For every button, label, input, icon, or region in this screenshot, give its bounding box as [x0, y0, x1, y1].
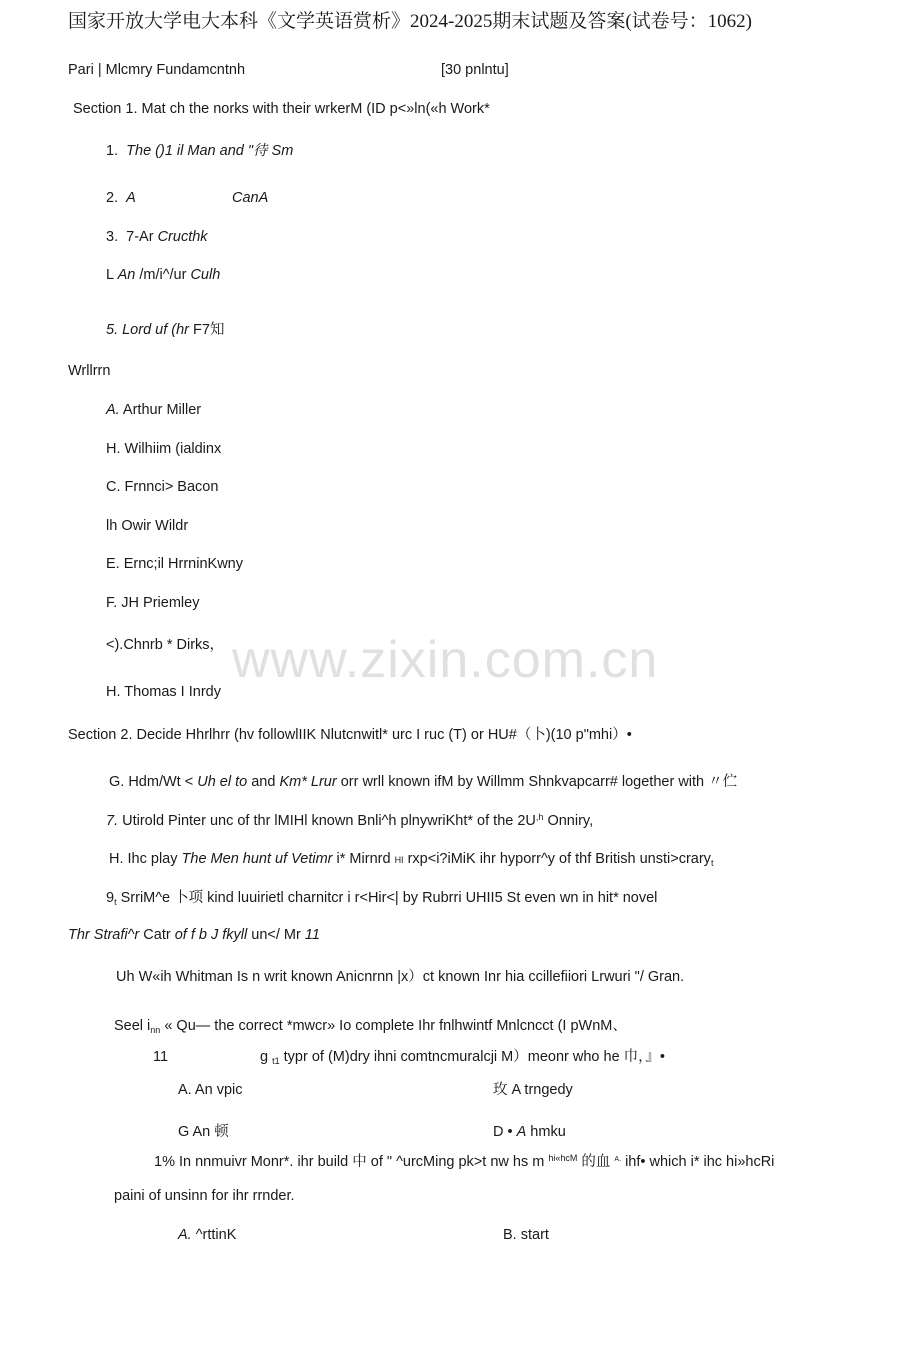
- work-item-1: 1. The ()1 il Man and "待 Sm: [106, 143, 294, 159]
- q11-option-a: A. An vpic: [178, 1082, 243, 1098]
- section1-heading: Section 1. Mat ch the norks with their wrkerM (ID p<»ln(«h Work*: [73, 101, 490, 117]
- question-12-text: 1% In nnmuivr Monr*. ihr build 中 of " ^urcMing pk>t nw hs m $^{hi«hcM}$ 的血 $^{A.}$ ihf• which i* ihc hi»hcRi: [154, 1153, 775, 1170]
- writer-option-c: C. Frnnci> Bacon: [106, 479, 219, 495]
- writer-option-d: lh Owir Wildr: [106, 518, 189, 534]
- q11-option-c: G An 顿: [178, 1124, 229, 1140]
- section3-heading: Seel $i_{nn}$ « Qu— the correct *mwcr» Io complete Ihr fnlhwintf Mnlcncct (I pWnM、: [114, 1018, 627, 1035]
- watermark: www.zixin.com.cn: [232, 631, 659, 689]
- writer-option-a: A. Arthur Miller: [106, 402, 202, 418]
- q11-option-d: D • A hmku: [493, 1124, 566, 1140]
- question-11-text: g $_{t1}$ typr of (M)dry ihni comtncmuralcji M）meonr who he 巾，』•: [260, 1049, 665, 1066]
- question-11-num: 11: [153, 1049, 169, 1065]
- q11-option-b: 玫 A trngedy: [493, 1082, 573, 1098]
- statement-9-cont: Thr Strafi^r Catr of f b J fkyll un</ Mr 11: [68, 927, 320, 943]
- work-item-2: 2. A: [106, 190, 136, 206]
- q12-option-a: A. ^rttinK: [178, 1227, 237, 1243]
- statement-7: 7. Utirold Pinter unc of thr lMIHl known Bnli^h plnywriKht* of the $2U^{,h}$ Onniry,: [106, 812, 594, 829]
- statement-9: $9_t$ SrriM^e 卜项 kind luuirietl charnitcr i r<Hir<| by Rubrri UHII5 St even wn in hit* novel: [106, 890, 658, 907]
- statement-6: G. Hdm/Wt < Uh el to and Km* Lrur orr wrll known ifM by Willmm Shnkvapcarr# logether with 〃伫: [109, 774, 738, 790]
- statement-10: Uh W«ih Whitman Is n writ known Anicnrnn |x）ct known Inr hia ccillefiiori Lrwuri "/ Gran.: [116, 969, 685, 985]
- statement-8: H. Ihc play The Men hunt uf Vetimr i* Mirnrd HI rxp<i?iMiK ihr hyporr^y of thf British unsti>crary$_t$: [109, 851, 714, 868]
- question-12-cont: paini of unsinn for ihr rrnder.: [114, 1188, 295, 1204]
- work-item-4: L An /m/i^/ur Culh: [106, 267, 221, 283]
- writer-option-g: <).Chnrb * Dirks，: [106, 637, 225, 653]
- writers-label: Wrllrrn: [68, 363, 111, 379]
- work-item-3: 3. 7-Ar Cructhk: [106, 229, 208, 245]
- writer-option-f: F. JH Priemley: [106, 595, 200, 611]
- work-item-5: 5. Lord uf (hr F7知: [106, 322, 225, 338]
- work-item-2-cont: CanA: [232, 190, 269, 206]
- writer-option-h: H. Thomas I Inrdy: [106, 684, 221, 700]
- writer-option-b: H. Wilhiim (ialdinx: [106, 441, 222, 457]
- writer-option-e: E. Ernc;il HrrninKwny: [106, 556, 243, 572]
- page-title: 国家开放大学电大本科《文学英语赏析》2024-2025期末试题及答案(试卷号：1062): [68, 11, 752, 32]
- q12-option-b: B. start: [503, 1227, 549, 1243]
- part-points: [30 pnlntu]: [441, 62, 509, 78]
- section2-heading: Section 2. Decide Hhrlhrr (hv followlIIK Nlutcnwitl* urc I ruc (T) or HU#（卜)(10 p"mhi）•: [68, 727, 632, 743]
- part-label: Pari | Mlcmry Fundamcntnh: [68, 62, 246, 78]
